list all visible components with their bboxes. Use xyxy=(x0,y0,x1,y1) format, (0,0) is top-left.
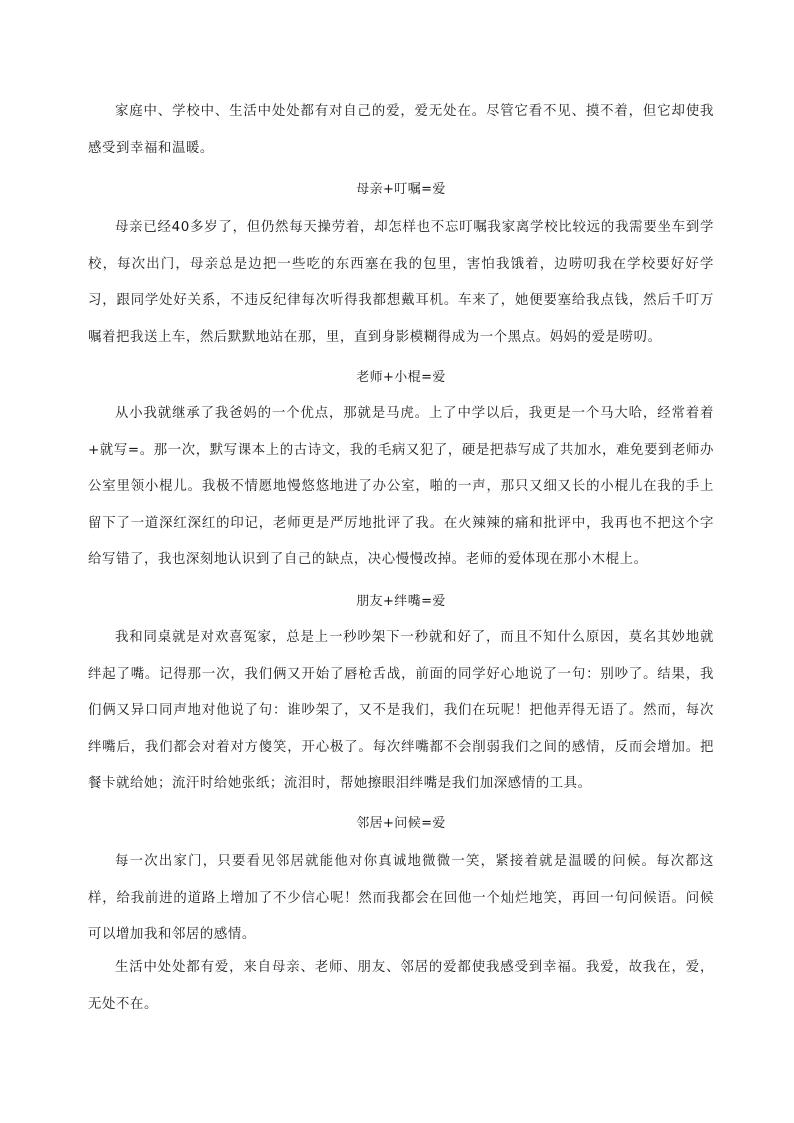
section-body-neighbor: 每一次出家门，只要看见邻居就能他对你真诚地微微一笑，紧接着就是温暖的问候。每次都这样，给我前进的道路上增加了不少信心呢！然而我都会在回他一个灿烂地笑，再回一句问候语。问候可以增加我和邻居的感情。 xyxy=(88,854,714,942)
section-heading-teacher: 老师+小棍=爱 xyxy=(356,370,446,385)
section-heading-friend: 朋友+绊嘴=爱 xyxy=(356,594,446,609)
section-body-mother: 母亲已经40多岁了，但仍然每天操劳着，却怎样也不忘叮嘱我家离学校比较远的我需要坐车到学校，每次出门，母亲总是边把一些吃的东西塞在我的包里，害怕我饿着，边唠叨我在学校要好好学习，跟同学处好关系，不违反纪律每次听得我都想戴耳机。车来了，她便要塞给我点钱，然后千叮万嘱着把我送上车，然后默默地站在那，里，直到身影模糊得成为一个黑点。妈妈的爱是唠叨。 xyxy=(88,220,714,345)
intro-paragraph: 家庭中、学校中、生活中处处都有对自己的爱，爱无处在。尽管它看不见、摸不着，但它却使我感受到幸福和温暖。 xyxy=(88,104,714,156)
section-body-friend: 我和同桌就是对欢喜冤家，总是上一秒吵架下一秒就和好了，而且不知什么原因，莫名其妙地就绊起了嘴。记得那一次，我们俩又开始了唇枪舌战，前面的同学好心地说了一句：别吵了。结果，我们俩又异口同声地对他说了句：谁吵架了，又不是我们，我们在玩呢！把他弄得无语了。然而，每次绊嘴后，我们都会对着对方傻笑，开心极了。每次绊嘴都不会削弱我们之间的感情，反而会增加。把餐卡就给她；流汗时给她张纸；流泪时，帮她擦眼泪绊嘴是我们加深感情的工具。 xyxy=(88,630,714,791)
section-heading-mother: 母亲+叮嘱=爱 xyxy=(356,182,446,197)
section-heading-neighbor: 邻居+问候=爱 xyxy=(356,816,446,831)
conclusion-paragraph: 生活中处处都有爱，来自母亲、老师、朋友、邻居的爱都使我感受到幸福。我爱，故我在，爱，无处不在。 xyxy=(88,960,714,1012)
section-body-teacher: 从小我就继承了我爸妈的一个优点，那就是马虎。上了中学以后，我更是一个马大哈，经常着着+就写=。那一次，默写课本上的古诗文，我的毛病又犯了，硬是把恭写成了共加水，难免要到老师办公室里领小棍儿。我极不情愿地慢悠悠地进了办公室，啪的一声，那只又细又长的小棍儿在我的手上留下了一道深红深红的印记，老师更是严厉地批评了我。在火辣辣的痛和批评中，我再也不把这个字给写错了，我也深刻地认识到了自己的缺点，决心慢慢改掉。老师的爱体现在那小木棍上。 xyxy=(88,406,714,567)
